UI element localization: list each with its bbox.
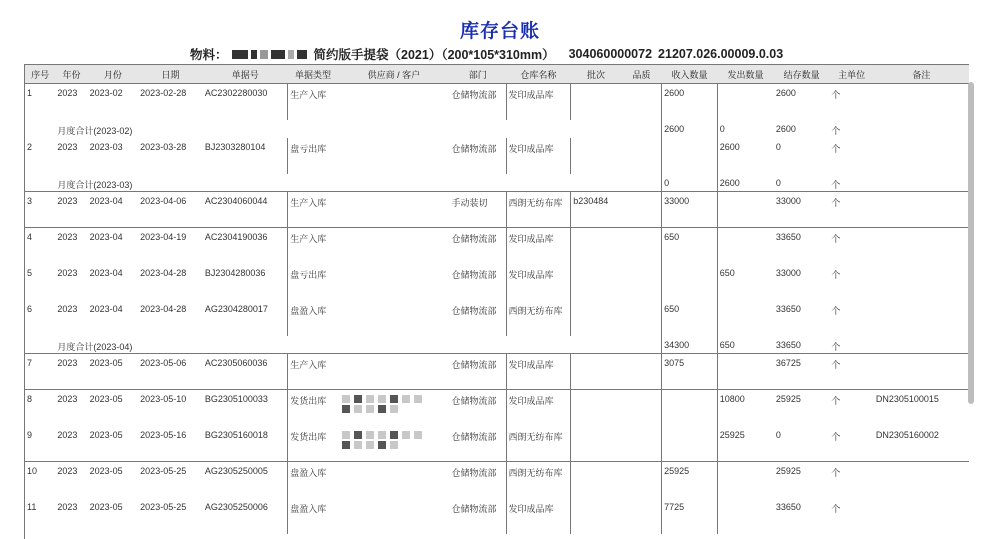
table-row [25, 354, 969, 390]
cell-month: 2023-04 [88, 228, 139, 264]
cell-in-qty: 25925 [662, 462, 718, 498]
table-row [25, 138, 969, 174]
cell-unit: 个 [831, 305, 841, 316]
cell-out-qty: 25925 [717, 426, 774, 462]
cell-note [874, 174, 969, 192]
cell-note [874, 354, 969, 390]
cell-seq: 1 [27, 88, 33, 98]
cell-quality [621, 300, 661, 336]
cell-month: 2023-04 [89, 267, 123, 278]
cell-out-qty: 2600 [717, 138, 774, 174]
column-header: 主单位 [829, 65, 873, 84]
cell-seq: 5 [27, 267, 33, 278]
cell-year: 2023 [55, 462, 87, 498]
cell-note: DN2305100015 [874, 390, 969, 426]
cell-doc-type: 盘亏出库 [290, 269, 327, 280]
cell-seq: 7 [25, 354, 55, 390]
cell-out-qty [717, 192, 774, 228]
cell-quality [621, 192, 661, 228]
cell-balance-qty: 0 [775, 141, 781, 152]
subtotal-row [25, 120, 969, 138]
cell-doc-type: 发货出库 [290, 431, 327, 442]
cell-date: 2023-05-06 [138, 354, 203, 390]
cell-balance-qty: 25925 [774, 462, 830, 498]
cell-quality [621, 390, 661, 426]
cell-balance-qty: 36725 [774, 354, 830, 390]
redacted-text [232, 50, 310, 59]
column-header: 供应商 / 客户 [338, 65, 449, 84]
cell-year: 2023 [55, 192, 87, 228]
cell-doc-type: 盘亏出库 [290, 143, 327, 154]
ledger-table [25, 64, 969, 534]
cell-month: 2023-02 [89, 88, 123, 98]
table-row [25, 300, 969, 336]
cell-batch [571, 426, 622, 462]
cell-in-qty [662, 426, 718, 462]
table-row [25, 228, 969, 264]
cell-out-qty: 650 [717, 264, 774, 300]
column-header: 单据号 [203, 65, 288, 84]
cell-note [874, 228, 969, 264]
cell-month: 2023-05 [88, 462, 139, 498]
cell-supplier [338, 462, 449, 498]
column-header: 部门 [449, 65, 506, 84]
cell-warehouse: 发印成品库 [506, 498, 571, 534]
cell-quality [621, 84, 661, 120]
cell-warehouse: 发印成品库 [506, 84, 571, 120]
cell-unit: 个 [831, 90, 841, 100]
cell-seq: 3 [25, 192, 55, 228]
cell-doc-number: AC2305060036 [203, 354, 288, 390]
cell-unit: 个 [829, 390, 873, 426]
cell-out-qty [717, 462, 774, 498]
cell-doc-number: AG2305250005 [203, 462, 288, 498]
table-row [25, 264, 969, 300]
cell-note: DN2305160002 [875, 429, 939, 440]
report-title: 库存台账 [459, 21, 540, 42]
empty-cell [25, 336, 55, 354]
cell-balance-qty: 33000 [774, 192, 830, 228]
cell-warehouse: 发印成品库 [506, 264, 571, 300]
column-header: 结存数量 [774, 65, 830, 84]
cell-note [874, 264, 969, 300]
cell-unit: 个 [831, 179, 841, 190]
cell-batch [571, 300, 622, 336]
subtotal-label: 月度合计(2023-03) [57, 179, 133, 190]
empty-cell [25, 120, 55, 138]
cell-department: 仓储物流部 [449, 138, 506, 174]
table-row [25, 84, 969, 120]
cell-unit: 个 [831, 143, 841, 154]
redacted-supplier [340, 394, 430, 414]
cell-balance-qty: 2600 [775, 123, 796, 134]
cell-date: 2023-05-25 [138, 462, 203, 498]
column-header: 仓库名称 [506, 65, 571, 84]
cell-unit: 个 [831, 269, 841, 280]
subtotal-label: 月度合计(2023-02) [57, 125, 133, 136]
cell-year: 2023 [55, 390, 87, 426]
material-label: 物料： [190, 48, 228, 62]
cell-seq: 10 [25, 462, 55, 498]
cell-supplier [338, 192, 449, 228]
cell-out-qty: 650 [717, 336, 774, 354]
cell-warehouse: 西朗无纺布库 [506, 426, 571, 462]
table-body [25, 84, 969, 534]
cell-supplier [338, 390, 449, 426]
cell-department: 仓储物流部 [449, 300, 506, 336]
cell-doc-type: 盘盈入库 [290, 503, 327, 514]
cell-out-qty [717, 84, 774, 120]
cell-in-qty: 2600 [662, 120, 718, 138]
cell-warehouse: 发印成品库 [506, 138, 571, 174]
table-row [25, 498, 969, 534]
cell-batch [571, 264, 622, 300]
cell-supplier [338, 264, 449, 300]
column-header: 批次 [571, 65, 622, 84]
cell-seq: 2 [27, 141, 33, 152]
cell-date: 2023-02-28 [140, 88, 187, 98]
redacted-supplier [340, 430, 430, 450]
cell-supplier [338, 300, 449, 336]
table-row [25, 192, 969, 228]
cell-in-qty [662, 264, 718, 300]
cell-batch [571, 390, 622, 426]
column-header: 年份 [55, 65, 87, 84]
cell-doc-number: AC2304060044 [203, 192, 288, 228]
cell-doc-number: BJ2304280036 [203, 264, 288, 300]
cell-doc-number: AC2302280030 [203, 84, 288, 120]
cell-unit: 个 [831, 431, 841, 442]
cell-doc-type: 盘盈入库 [290, 305, 327, 316]
cell-note [874, 138, 969, 174]
cell-department: 仓储物流部 [449, 390, 506, 426]
cell-note [874, 120, 969, 138]
cell-balance-qty: 0 [775, 177, 781, 188]
cell-year: 2023 [57, 501, 78, 512]
cell-quality [621, 228, 661, 264]
cell-batch [571, 354, 622, 390]
cell-in-qty: 3075 [662, 354, 718, 390]
cell-year: 2023 [57, 141, 78, 152]
cell-month: 2023-03 [89, 141, 123, 152]
cell-department: 手动装切 [449, 192, 506, 228]
cell-batch [571, 228, 622, 264]
cell-note [874, 192, 969, 228]
cell-note [874, 336, 969, 354]
cell-out-qty: 2600 [717, 174, 774, 192]
cell-balance-qty: 33650 [775, 303, 801, 314]
cell-batch [571, 138, 622, 174]
column-header: 品质 [621, 65, 661, 84]
cell-batch [571, 84, 622, 120]
cell-year: 2023 [57, 429, 78, 440]
cell-department: 仓储物流部 [449, 462, 506, 498]
cell-out-qty [717, 300, 774, 336]
cell-note [874, 498, 969, 534]
cell-in-qty [662, 390, 718, 426]
cell-out-qty [717, 228, 774, 264]
cell-seq: 4 [25, 228, 55, 264]
cell-seq: 6 [27, 303, 33, 314]
cell-month: 2023-05 [89, 429, 123, 440]
cell-batch [571, 498, 622, 534]
cell-warehouse: 西朗无纺布库 [506, 462, 571, 498]
vertical-scrollbar[interactable] [968, 82, 974, 404]
cell-department: 仓储物流部 [449, 84, 506, 120]
cell-year: 2023 [57, 88, 78, 98]
cell-batch [571, 462, 622, 498]
column-header: 月份 [88, 65, 139, 84]
cell-out-qty [717, 498, 774, 534]
cell-in-qty [662, 138, 718, 174]
cell-unit: 个 [831, 341, 841, 352]
cell-doc-number: AG2304280017 [203, 300, 288, 336]
cell-batch: b230484 [571, 192, 622, 228]
material-name: 简约版手提袋（2021）（200*105*310mm） [313, 48, 555, 62]
cell-doc-number: BJ2303280104 [203, 138, 288, 174]
cell-supplier [338, 228, 449, 264]
cell-balance-qty: 33650 [774, 228, 830, 264]
table-row [25, 390, 969, 426]
cell-out-qty [717, 354, 774, 390]
cell-date: 2023-04-19 [138, 228, 203, 264]
cell-quality [621, 354, 661, 390]
cell-year: 2023 [55, 228, 87, 264]
cell-department: 仓储物流部 [449, 498, 506, 534]
column-header: 收入数量 [662, 65, 718, 84]
cell-doc-type: 生产入库 [288, 192, 339, 228]
cell-department: 仓储物流部 [449, 426, 506, 462]
cell-date: 2023-05-10 [138, 390, 203, 426]
cell-balance-qty: 25925 [774, 390, 830, 426]
cell-department: 仓储物流部 [449, 264, 506, 300]
material-info [190, 45, 783, 63]
cell-supplier [338, 84, 449, 120]
cell-in-qty: 7725 [662, 498, 718, 534]
empty-cell [25, 174, 55, 192]
cell-warehouse: 发印成品库 [506, 390, 571, 426]
subtotal-row [25, 174, 969, 192]
cell-doc-number: BG2305100033 [203, 390, 288, 426]
cell-warehouse: 西朗无纺布库 [506, 300, 571, 336]
cell-month: 2023-05 [88, 354, 139, 390]
cell-month: 2023-05 [88, 390, 139, 426]
cell-department: 仓储物流部 [449, 354, 506, 390]
cell-unit: 个 [829, 228, 873, 264]
cell-in-qty: 2600 [662, 84, 718, 120]
cell-quality [621, 264, 661, 300]
ledger-table-container [24, 64, 969, 539]
cell-date: 2023-04-28 [140, 267, 187, 278]
table-row [25, 462, 969, 498]
cell-quality [621, 498, 661, 534]
cell-balance-qty: 33650 [775, 501, 801, 512]
cell-doc-number: AC2304190036 [203, 228, 288, 264]
cell-in-qty: 650 [662, 300, 718, 336]
cell-year: 2023 [57, 303, 78, 314]
cell-seq: 11 [27, 501, 37, 512]
cell-note [874, 462, 969, 498]
cell-out-qty: 0 [717, 120, 774, 138]
cell-balance-qty: 33000 [775, 267, 801, 278]
cell-date: 2023-05-25 [140, 501, 187, 512]
column-header: 发出数量 [717, 65, 774, 84]
column-header: 备注 [874, 65, 969, 84]
cell-warehouse: 发印成品库 [506, 354, 571, 390]
cell-quality [621, 138, 661, 174]
cell-supplier [338, 426, 449, 462]
table-header-row [25, 65, 969, 84]
cell-doc-number: BG2305160018 [203, 426, 288, 462]
cell-warehouse: 发印成品库 [506, 228, 571, 264]
cell-year: 2023 [57, 267, 78, 278]
cell-balance-qty: 2600 [775, 88, 796, 98]
cell-unit: 个 [831, 125, 841, 136]
cell-balance-qty: 33650 [775, 339, 801, 350]
cell-department: 仓储物流部 [449, 228, 506, 264]
cell-doc-type: 生产入库 [288, 354, 339, 390]
cell-warehouse: 西朗无纺布库 [506, 192, 571, 228]
cell-supplier [338, 498, 449, 534]
cell-quality [621, 462, 661, 498]
cell-note [874, 300, 969, 336]
cell-in-qty: 33000 [662, 192, 718, 228]
material-code: 304060000072 [568, 47, 653, 61]
cell-unit: 个 [829, 462, 873, 498]
column-header: 日期 [138, 65, 203, 84]
cell-date: 2023-05-16 [140, 429, 187, 440]
cell-in-qty: 650 [662, 228, 718, 264]
cell-in-qty: 34300 [662, 336, 718, 354]
cell-unit: 个 [829, 192, 873, 228]
cell-in-qty: 0 [662, 174, 718, 192]
cell-quality [621, 426, 661, 462]
column-header: 单据类型 [288, 65, 339, 84]
column-header: 序号 [25, 65, 55, 84]
cell-seq: 8 [25, 390, 55, 426]
cell-doc-type: 发货出库 [288, 390, 339, 426]
cell-doc-type: 生产入库 [288, 228, 339, 264]
cell-doc-type: 盘盈入库 [288, 462, 339, 498]
cell-month: 2023-04 [89, 303, 123, 314]
cell-year: 2023 [55, 354, 87, 390]
cell-out-qty: 10800 [717, 390, 774, 426]
cell-seq: 9 [27, 429, 33, 440]
cell-doc-number: AG2305250006 [203, 498, 288, 534]
cell-unit: 个 [829, 354, 873, 390]
cell-month: 2023-04 [88, 192, 139, 228]
cell-supplier [338, 354, 449, 390]
cell-month: 2023-05 [89, 501, 123, 512]
cell-date: 2023-04-28 [140, 303, 187, 314]
subtotal-label: 月度合计(2023-04) [57, 341, 133, 352]
cell-unit: 个 [831, 503, 841, 514]
cell-date: 2023-04-06 [138, 192, 203, 228]
cell-note [874, 84, 969, 120]
material-spec: 21207.026.00009.0.03 [658, 47, 784, 61]
cell-supplier [338, 138, 449, 174]
cell-balance-qty: 0 [775, 429, 781, 440]
subtotal-row [25, 336, 969, 354]
cell-doc-type: 生产入库 [290, 90, 327, 100]
cell-date: 2023-03-28 [140, 141, 187, 152]
table-row [25, 426, 969, 462]
